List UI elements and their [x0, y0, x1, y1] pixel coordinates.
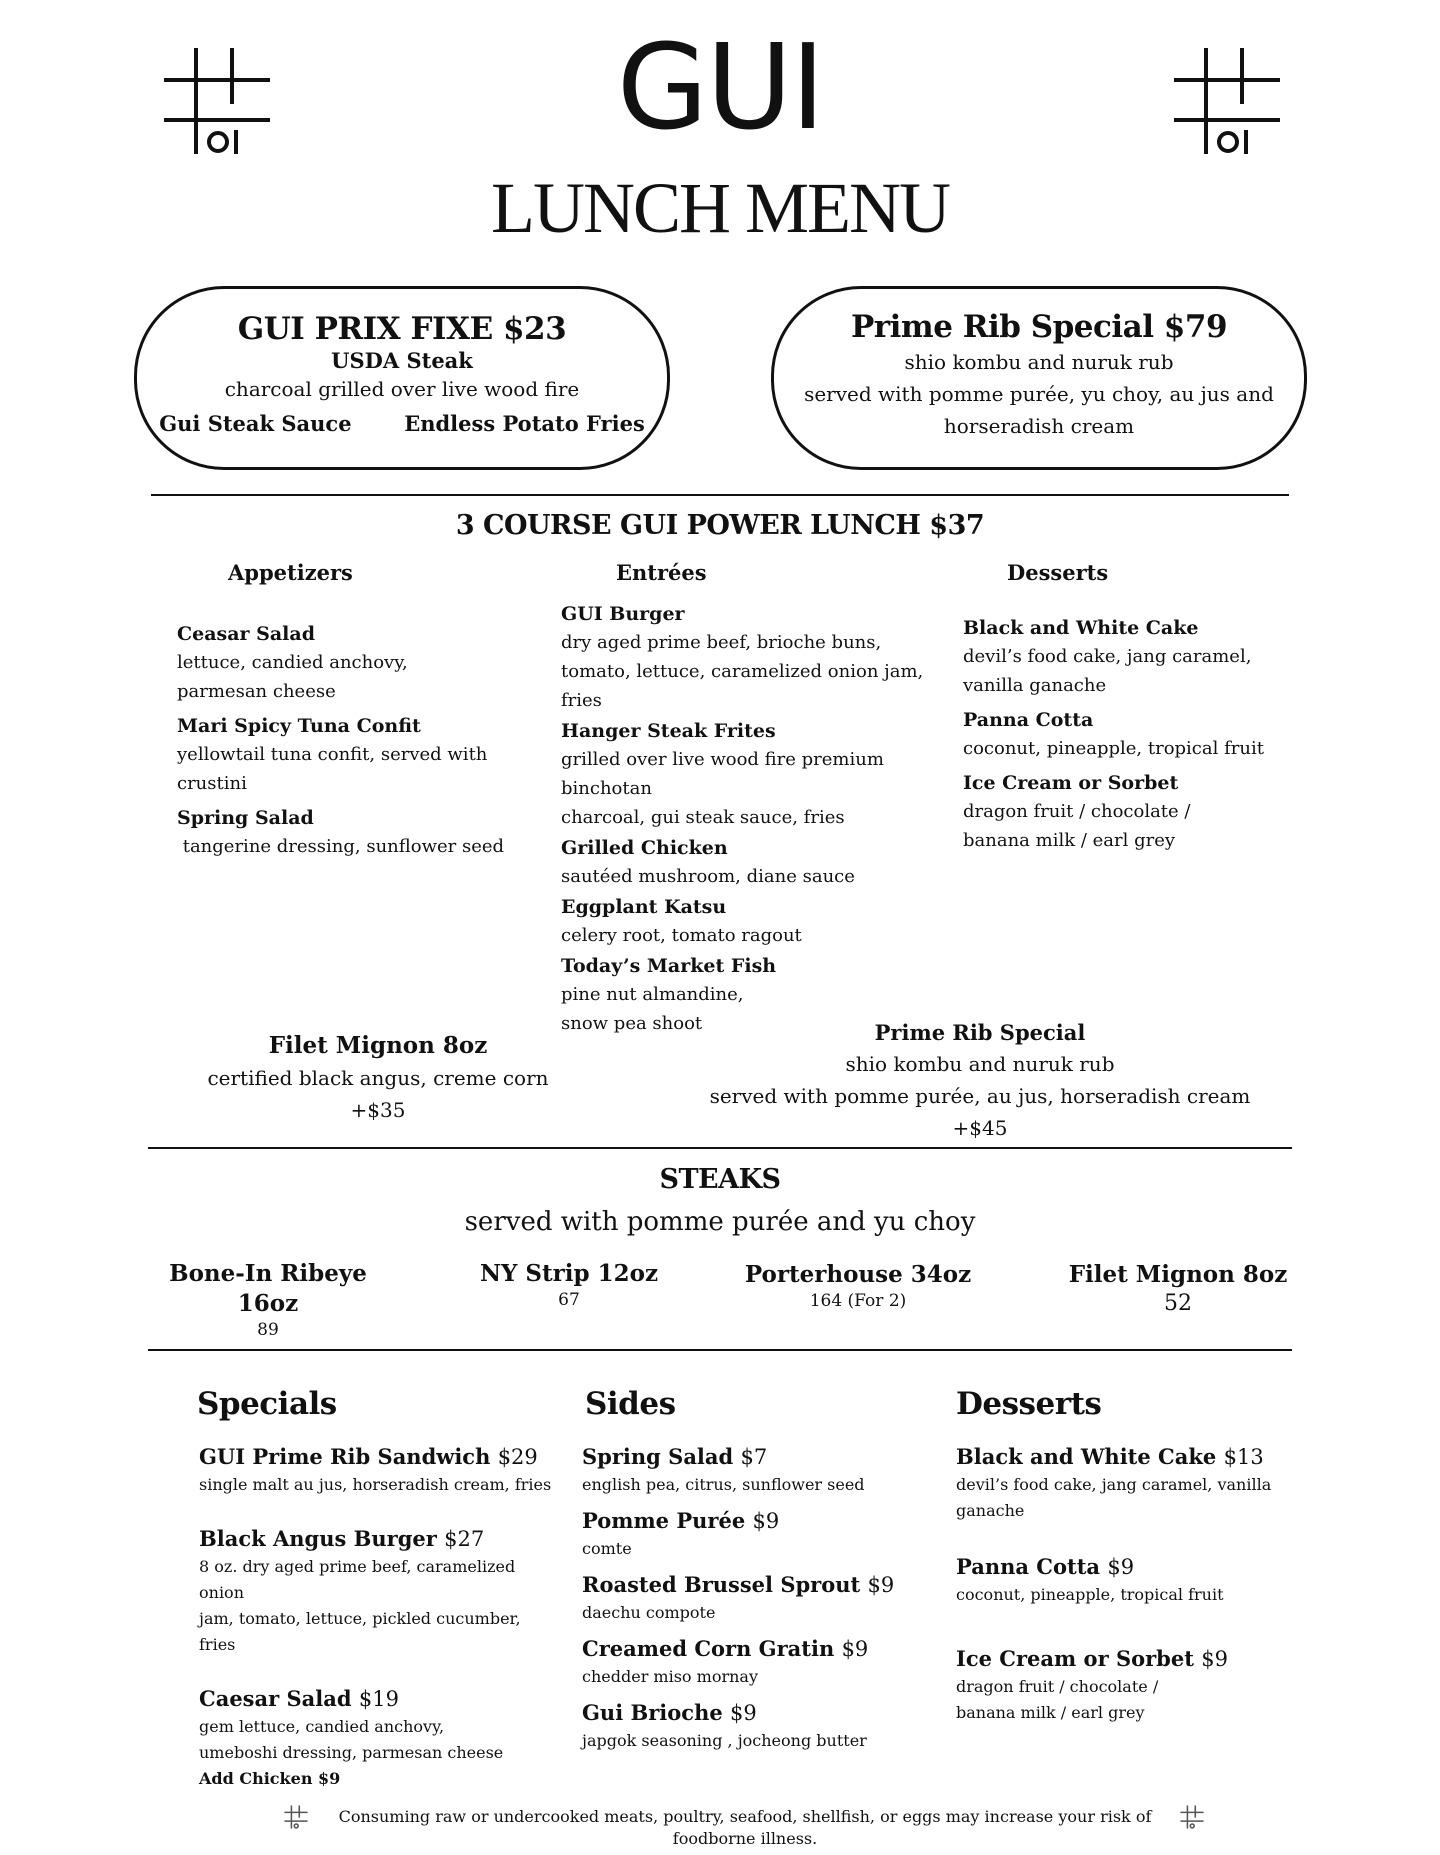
item-desc: pine nut almandine,	[561, 984, 744, 1005]
item-price: $9	[867, 1573, 895, 1597]
item-name	[199, 1684, 559, 1714]
item-price: $9	[1107, 1555, 1135, 1579]
desserts-heading: Desserts	[1007, 560, 1109, 585]
brand-mark-right-icon	[1172, 46, 1282, 156]
item-name	[582, 1506, 942, 1536]
steak-item	[449, 1259, 689, 1311]
item-price: $27	[444, 1527, 485, 1551]
divider	[148, 1147, 1292, 1149]
item-desc: charcoal, gui steak sauce, fries	[561, 807, 845, 828]
prime-rib-box-line2: served with pomme purée, yu choy, au jus and	[804, 382, 1274, 407]
upgrade-prime-line2: served with pomme purée, au jus, horseradish cream	[709, 1084, 1251, 1108]
item-desc: chedder miso mornay	[582, 1667, 758, 1686]
item-desc: tomato, lettuce, caramelized onion jam,	[561, 661, 924, 682]
item-desc: gem lettuce, candied anchovy,	[199, 1717, 445, 1736]
entrees-heading: Entrées	[616, 560, 707, 585]
item-desc: 8 oz. dry aged prime beef, caramelized onion	[199, 1557, 516, 1602]
steak-price: 52	[1164, 1291, 1192, 1316]
steak-name: NY Strip 12oz	[479, 1260, 659, 1287]
item-desc: grilled over live wood fire premium binchotan	[561, 749, 884, 799]
item-desc: dragon fruit / chocolate /	[956, 1677, 1159, 1696]
upgrade-filet-desc: certified black angus, creme corn	[207, 1066, 549, 1090]
item-name: Eggplant Katsu	[561, 896, 727, 918]
steak-name: Porterhouse 34oz	[744, 1261, 972, 1288]
list-item	[199, 1524, 559, 1658]
list-item	[561, 600, 961, 715]
list-item	[582, 1698, 942, 1754]
power-lunch-title: 3 COURSE GUI POWER LUNCH $37	[455, 510, 985, 541]
prix-fixe-right: Endless Potato Fries	[404, 411, 645, 437]
item-desc: fries	[561, 690, 602, 711]
footer-disclaimer: Consuming raw or undercooked meats, poultry, seafood, shellfish, or eggs may increase your risk of foodborne illness.	[338, 1807, 1152, 1848]
item-name-text: Pomme Purée	[582, 1508, 746, 1533]
item-name	[956, 1442, 1286, 1472]
power-desserts-list	[963, 614, 1283, 861]
steak-name: Bone-In Ribeye 16oz	[169, 1260, 367, 1317]
item-desc: umeboshi dressing, parmesan cheese	[199, 1743, 504, 1762]
entrees-list	[561, 600, 961, 1040]
item-desc: comte	[582, 1539, 632, 1558]
item-price: $9	[752, 1509, 780, 1533]
steak-name: Filet Mignon 8oz	[1068, 1261, 1288, 1288]
list-item	[199, 1684, 559, 1792]
brand-logo: GUI	[616, 18, 824, 156]
item-name: GUI Burger	[561, 603, 685, 625]
item-price: $9	[841, 1637, 869, 1661]
item-name	[199, 1442, 559, 1472]
page-title: LUNCH MENU	[491, 168, 949, 248]
prix-fixe-desc: charcoal grilled over live wood fire	[224, 377, 580, 402]
item-desc: banana milk / earl grey	[956, 1703, 1145, 1722]
item-desc: japgok seasoning , jocheong butter	[582, 1731, 867, 1750]
steaks-title: STEAKS	[659, 1164, 781, 1195]
item-desc: snow pea shoot	[561, 1013, 703, 1034]
list-item	[963, 769, 1283, 855]
upgrade-filet-price: +$35	[350, 1098, 406, 1122]
item-name-text: Ice Cream or Sorbet	[956, 1646, 1194, 1671]
item-name: Spring Salad	[177, 807, 314, 829]
list-item	[956, 1644, 1286, 1726]
item-desc: devil’s food cake, jang caramel, vanilla	[956, 1475, 1272, 1494]
item-name	[956, 1552, 1286, 1582]
item-name: Hanger Steak Frites	[561, 720, 776, 742]
item-name: Today’s Market Fish	[561, 955, 777, 977]
list-item	[582, 1442, 942, 1498]
item-name-text: Gui Brioche	[582, 1700, 723, 1725]
list-item	[956, 1442, 1286, 1524]
prime-rib-box-line1: shio kombu and nuruk rub	[904, 350, 1174, 375]
item-name: Panna Cotta	[963, 709, 1094, 731]
item-desc: celery root, tomato ragout	[561, 925, 802, 946]
item-name-text: Spring Salad	[582, 1444, 734, 1469]
item-desc: coconut, pineapple, tropical fruit	[963, 738, 1264, 759]
prix-fixe-left: Gui Steak Sauce	[159, 411, 352, 437]
item-name-text: Creamed Corn Gratin	[582, 1636, 835, 1661]
desserts-bottom-list	[956, 1442, 1286, 1726]
prix-fixe-extras	[137, 411, 667, 436]
list-item	[582, 1506, 942, 1562]
divider	[148, 1349, 1292, 1351]
item-price: $9	[1201, 1647, 1228, 1671]
upgrade-prime-rib	[700, 1018, 1260, 1144]
steak-price: 89	[257, 1320, 279, 1340]
sides-heading: Sides	[585, 1386, 676, 1422]
item-name-text: Panna Cotta	[956, 1554, 1101, 1579]
item-addon: Add Chicken $9	[199, 1769, 341, 1788]
item-name	[582, 1442, 942, 1472]
item-desc: single malt au jus, horseradish cream, fries	[199, 1475, 552, 1494]
item-name-text: Black Angus Burger	[199, 1526, 437, 1551]
appetizers-list	[177, 620, 517, 867]
upgrade-filet-name: Filet Mignon 8oz	[268, 1032, 488, 1059]
steak-item	[138, 1259, 398, 1341]
item-desc: english pea, citrus, sunflower seed	[582, 1475, 865, 1494]
steak-price: 164 (For 2)	[809, 1291, 907, 1311]
upgrade-prime-line1: shio kombu and nuruk rub	[845, 1052, 1115, 1076]
item-name-text: Black and White Cake	[956, 1444, 1217, 1469]
prime-rib-box	[771, 286, 1307, 470]
item-name: Ice Cream or Sorbet	[963, 772, 1179, 794]
item-name	[199, 1524, 559, 1554]
steak-item	[733, 1260, 983, 1312]
specials-heading: Specials	[197, 1386, 337, 1422]
item-name	[582, 1698, 942, 1728]
item-name	[582, 1570, 942, 1600]
item-desc: devil’s food cake, jang caramel,	[963, 646, 1252, 667]
item-desc: lettuce, candied anchovy,	[177, 652, 408, 673]
upgrade-filet	[178, 1030, 578, 1126]
item-name: Grilled Chicken	[561, 837, 728, 859]
item-name	[956, 1644, 1286, 1674]
item-desc: parmesan cheese	[177, 681, 336, 702]
item-desc: vanilla ganache	[963, 675, 1107, 696]
steak-item	[1058, 1260, 1298, 1318]
list-item	[963, 706, 1283, 763]
brand-mark-footer-right-icon	[1180, 1805, 1204, 1829]
brand-mark-footer-left-icon	[284, 1805, 308, 1829]
upgrade-prime-name: Prime Rib Special	[874, 1020, 1086, 1045]
brand-mark-left-icon	[162, 46, 272, 156]
appetizers-heading: Appetizers	[228, 560, 353, 585]
item-price: $9	[730, 1701, 757, 1725]
list-item	[582, 1570, 942, 1626]
prime-rib-box-line3: horseradish cream	[943, 414, 1135, 439]
list-item	[963, 614, 1283, 700]
item-name: Ceasar Salad	[177, 623, 316, 645]
item-name: Mari Spicy Tuna Confit	[177, 715, 421, 737]
list-item	[561, 893, 961, 950]
desserts-bottom-heading: Desserts	[956, 1386, 1102, 1422]
list-item	[561, 834, 961, 891]
specials-list	[199, 1442, 559, 1792]
item-name-text: Caesar Salad	[199, 1686, 352, 1711]
list-item	[199, 1442, 559, 1498]
upgrade-prime-price: +$45	[952, 1116, 1008, 1140]
item-price: $29	[497, 1445, 538, 1469]
item-desc: ganache	[956, 1501, 1025, 1520]
prix-fixe-title: GUI PRIX FIXE $23	[237, 311, 567, 347]
list-item	[956, 1552, 1286, 1608]
item-name-text: Roasted Brussel Sprout	[582, 1572, 861, 1597]
prix-fixe-subtitle: USDA Steak	[331, 348, 473, 374]
item-name: Black and White Cake	[963, 617, 1199, 639]
item-desc: daechu compote	[582, 1603, 716, 1622]
item-desc: sautéed mushroom, diane sauce	[561, 866, 855, 887]
item-price: $19	[358, 1687, 399, 1711]
item-price: $7	[740, 1445, 768, 1469]
list-item	[177, 620, 517, 706]
sides-list	[582, 1442, 942, 1754]
item-desc: coconut, pineapple, tropical fruit	[956, 1585, 1224, 1604]
item-price: $13	[1223, 1445, 1264, 1469]
item-desc: crustini	[177, 773, 247, 794]
item-name-text: GUI Prime Rib Sandwich	[199, 1444, 491, 1469]
item-desc: jam, tomato, lettuce, pickled cucumber, fries	[199, 1609, 521, 1654]
divider	[151, 494, 1289, 496]
item-desc: yellowtail tuna confit, served with	[177, 744, 488, 765]
list-item	[561, 717, 961, 832]
prime-rib-box-title: Prime Rib Special $79	[850, 309, 1228, 345]
item-name	[582, 1634, 942, 1664]
item-desc: dragon fruit / chocolate /	[963, 801, 1191, 822]
item-desc: tangerine dressing, sunflower seed	[177, 836, 505, 857]
list-item	[582, 1634, 942, 1690]
steaks-subtitle: served with pomme purée and yu choy	[464, 1207, 976, 1237]
item-desc: dry aged prime beef, brioche buns,	[561, 632, 882, 653]
list-item	[177, 712, 517, 798]
list-item	[177, 804, 517, 861]
item-desc: banana milk / earl grey	[963, 830, 1176, 851]
prix-fixe-box	[134, 286, 670, 470]
steak-price: 67	[558, 1290, 580, 1310]
